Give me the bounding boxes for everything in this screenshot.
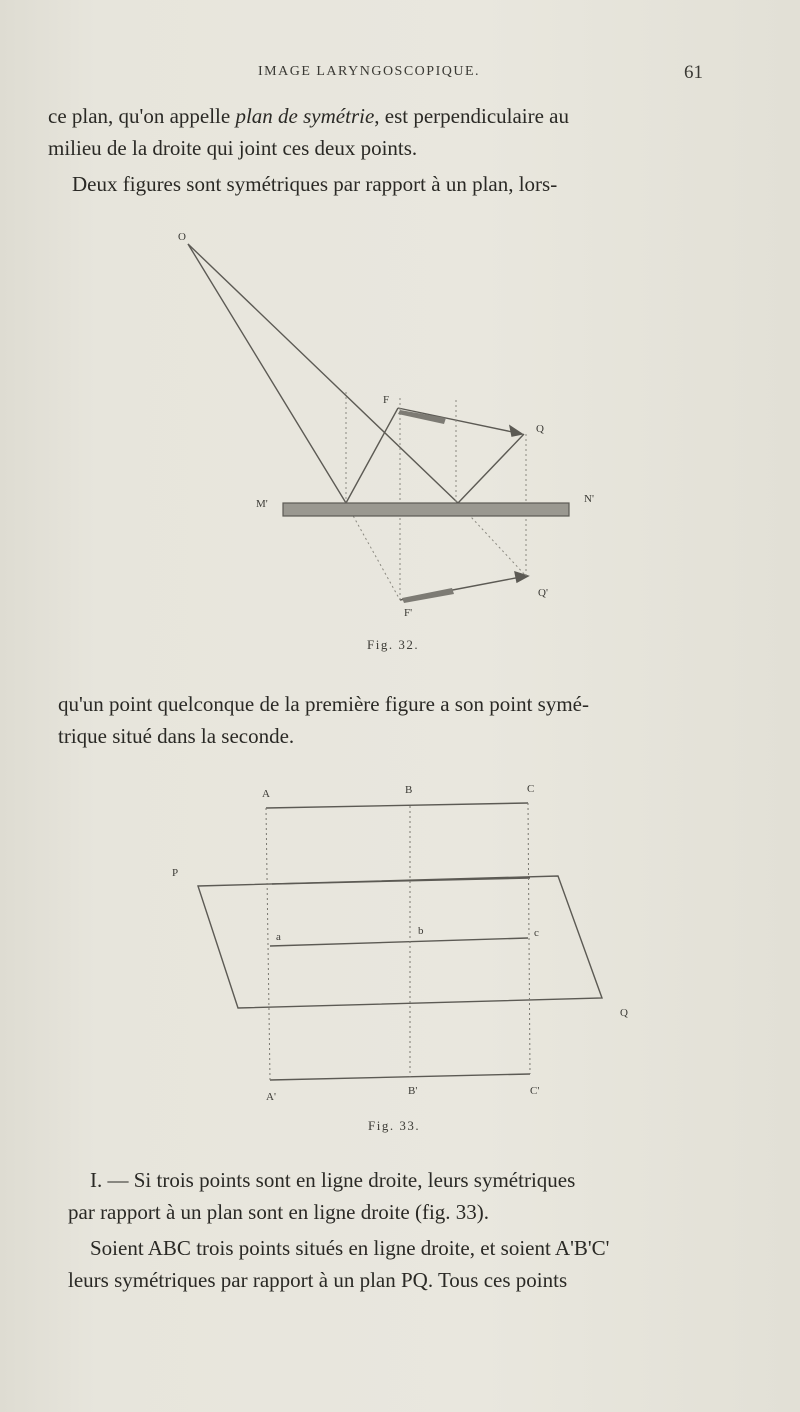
- label-b-prime: B': [408, 1085, 418, 1097]
- paragraph-symmetric-point: [58, 688, 738, 752]
- figure-32-caption: Fig. 32.: [367, 637, 420, 652]
- text-line: ce plan, qu'on appelle plan de symétrie, est perpendiculaire au: [48, 104, 570, 128]
- label-c-prime: C': [530, 1085, 540, 1097]
- plane-interior-line: [272, 878, 530, 884]
- image-arrow-shading: [402, 588, 454, 603]
- paragraph-proof: [68, 1232, 748, 1296]
- page-number: 61: [684, 62, 703, 83]
- arrowhead: [510, 426, 522, 436]
- text-line: qu'un point quelconque de la première figure a son point symé-: [58, 692, 589, 716]
- italic-term: plan de symétrie: [235, 104, 375, 128]
- line-abc-projection: [270, 938, 528, 946]
- label-c-small: c: [534, 927, 539, 939]
- label-a: A: [262, 788, 270, 800]
- label-c: C: [527, 783, 535, 795]
- running-head: IMAGE LARYNGOSCOPIQUE.: [258, 64, 481, 79]
- text-line: trique situé dans la seconde.: [58, 724, 295, 748]
- text-line: I. — Si trois points sont en ligne droite, leurs symétriques: [90, 1168, 576, 1192]
- line-a-b-c-prime: [270, 1074, 530, 1080]
- label-a-small: a: [276, 931, 281, 943]
- perpendicular-c: [528, 803, 530, 1074]
- label-n-prime: N': [584, 493, 594, 505]
- paragraph-theorem-one: [68, 1164, 748, 1228]
- label-o: O: [178, 231, 186, 243]
- label-q-prime: Q': [538, 587, 548, 599]
- label-q: Q: [620, 1007, 628, 1019]
- object-arrow-shading: [398, 410, 446, 424]
- label-b: B: [405, 784, 413, 796]
- text-line: milieu de la droite qui joint ces deux points.: [48, 136, 418, 160]
- mirror-plane: [283, 503, 569, 516]
- ray-mirror-to-q: [458, 434, 524, 503]
- dotted-construction-line: [346, 503, 400, 600]
- label-m-prime: M': [256, 498, 268, 510]
- label-p: P: [172, 867, 179, 879]
- text-line: Soient ABC trois points situés en ligne droite, et soient A'B'C': [90, 1236, 610, 1260]
- figure-33-caption: Fig. 33.: [368, 1118, 421, 1133]
- perpendicular-a: [266, 808, 270, 1080]
- label-b-small: b: [418, 925, 424, 937]
- figure-33-diagram: [198, 803, 602, 1080]
- label-a-prime: A': [266, 1091, 276, 1103]
- line-abc: [266, 803, 528, 808]
- label-f: F: [383, 394, 390, 406]
- ray-mirror-to-f: [346, 408, 398, 503]
- arrowhead: [515, 572, 528, 582]
- label-f-prime: F': [404, 607, 413, 619]
- label-q: Q: [536, 423, 544, 435]
- text-line: par rapport à un plan sont en ligne droite (fig. 33).: [68, 1200, 490, 1224]
- text-line: leurs symétriques par rapport à un plan PQ. Tous ces points: [68, 1268, 568, 1292]
- text-line: Deux figures sont symétriques par rapport à un plan, lors-: [72, 172, 558, 196]
- object-arrow: [398, 408, 522, 434]
